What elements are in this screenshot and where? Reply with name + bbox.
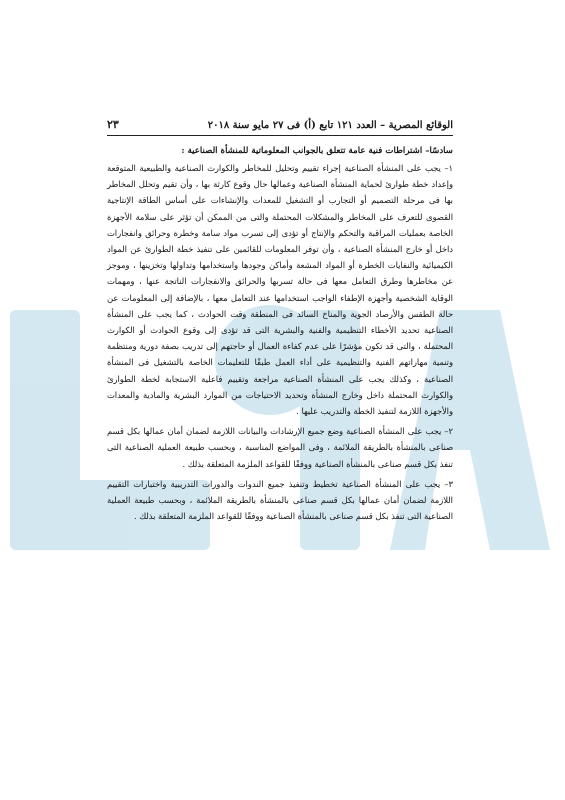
- gazette-title: الوقائع المصرية – العدد ١٢١ تابع (أ) فى ٢٧ مايو سنة ٢٠١٨: [207, 120, 453, 131]
- section-heading: سادسًا– اشتراطات فنية عامة تتعلق بالجوانب المعلوماتية للمنشأة الصناعية :: [181, 146, 453, 156]
- paragraph-3: ٣– يجب على المنشأة الصناعية تخطيط وتنفيذ جميع الندوات والدورات التدريبية واختبارات التقييم اللازمة لضمان أمان عمالها بكل قسم صناعى بالمنشأة بالطريقة الملائمة ، وبحسب طبيعة العملية الصناعية التى تنفذ بكل قسم صناعى بالمنشأة الصناعية ووفقًا للقواعد الملزمة المتعلقة بذلك .: [107, 478, 453, 522]
- page-number: ٢٣: [107, 118, 119, 131]
- running-header: [107, 118, 453, 136]
- paragraph-2: ٢– يجب على المنشأة الصناعية وضع جميع الإرشادات والبيانات اللازمة لضمان أمان عمالها بكل قسم صناعى بالمنشأة بالطريقة الملائمة ، وفى المواضع المناسبة ، وبحسب طبيعة العملية الصناعية التى تنفذ بكل قسم صناعى بالمنشأة الصناعية ووفقًا للقواعد الملزمة المتعلقة بذلك .: [107, 426, 453, 469]
- paragraph-1: ١– يجب على المنشأة الصناعية إجراء تقييم وتحليل للمخاطر والكوارث الصناعية والطبيعية المتوقعة وإعداد خطة طوارئ لحماية المنشأة الصناعية وعمالها حال وقوع كارثة بها ، وأن تقيم وتحلل المخاطر بها فى مرحلة التصميم أو التجارب أو التشغيل للمعدات والإنشاءات على أساس الطاقة الإنتاجية القصوى للتعرف على المخاطر والمشكلات المحتملة والتى من الممكن أن تؤثر على سلامة الأجهزة الخاصة بعمليات المراقبة والتحكم والإنتاج أو تؤدى إلى تسرب مواد سامة وخطرة وحرائق وانفجارات داخل أو خارج المنشأة الصناعية ، وأن توفر المعلومات للقائمين على تنفيذ خطة الطوارئ عن المواد الكيميائية والنفايات الخطرة أو المواد المشعة وأماكن وجودها واستخدامها وتداولها وتخزينها ، وموجز عن مخاطرها وطرق التعامل معها فى حالة تسربها والحرائق والانفجارات الناتجة عنها ، ومهمات الوقاية الشخصية وأجهزة الإطفاء الواجب استخدامها عند التعامل معها ، بالإضافة إلى المعلومات عن حالة الطقس والأرصاد الجوية والمناخ السائد فى المنطقة وقت الحوادث ، كما يجب على المنشأة الصناعية تحديد الأخطاء التنظيمية والفنية والبشرية التى قد تؤدى إلى وقوع الحوادث أو الكوارث المحتملة ، والتى قد تكون مؤشرًا على عدم كفاءة العمال أو حاجتهم إلى تدريب بصفة دورية ومنتظمة وتنمية مهاراتهم الفنية والتنظيمية على أداء العمل طبقًا للتعليمات الخاصة بالتشغيل فى المنشأة الصناعية ، وكذلك يجب على المنشأة الصناعية مراجعة وتقييم فاعلية الاستجابة لخطة الطوارئ والكوارث المحتملة داخل وخارج المنشأة وتحديد الاحتياجات من الموارد البشرية والمادية والمعدات والأجهزة اللازمة لتنفيذ الخطة والتدريب عليها .: [107, 163, 453, 417]
- document-page: [107, 118, 453, 528]
